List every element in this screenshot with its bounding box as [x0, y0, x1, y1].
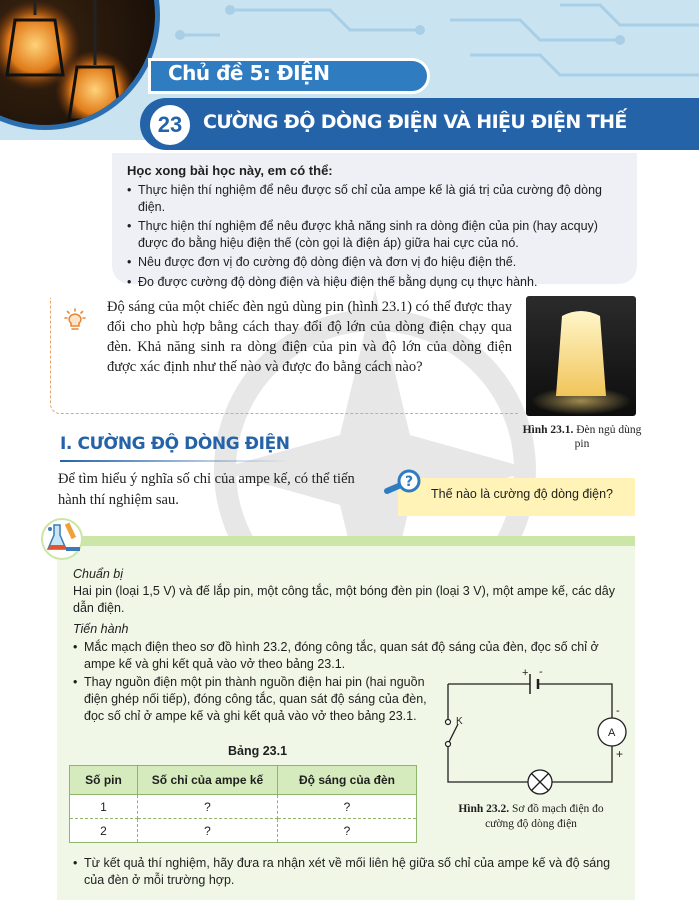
objective-item: • Thực hiện thí nghiệm để nêu được khả năng sinh ra dòng điện của pin (hay acquy) được đo bằng hiệu điện thế (còn gọi là điện áp) giữa hai cực của nó. [127, 218, 623, 251]
battery-plus-label: + [522, 667, 529, 679]
figure-label: Hình 23.2. [458, 803, 510, 815]
table-row [70, 795, 417, 819]
question-text: Thế nào là cường độ dòng điện? [431, 487, 613, 501]
objective-item: • Đo được cường độ dòng điện và hiệu điện thế bằng dụng cụ thực hành. [127, 274, 623, 291]
switch-lever [448, 724, 458, 744]
preparation-text: Hai pin (loại 1,5 V) và đế lắp pin, một công tắc, một bóng đèn pin (loại 3 V), một ampe kế, các dây dẫn điện. [73, 584, 615, 615]
lesson-number-badge: 23 [150, 105, 190, 145]
ammeter-minus-label: - [616, 705, 620, 717]
section-intro-text: Để tìm hiểu ý nghĩa số chỉ của ampe kế, có thể tiến hành thí nghiệm sau. [58, 471, 355, 508]
section-underline [60, 460, 290, 462]
switch-label: K [456, 716, 463, 727]
question-magnifier-icon [383, 469, 423, 499]
table-cell: ? [278, 819, 417, 843]
table-header-cell: Độ sáng của đèn [278, 766, 417, 795]
table-cell: 1 [70, 795, 138, 819]
ammeter-plus-label: + [616, 747, 624, 761]
figure-caption-text: Sơ đồ mạch điện đo cường độ dòng điện [485, 803, 604, 830]
table-cell: 2 [70, 819, 138, 843]
table-row [70, 819, 417, 843]
wire-bottom-left [448, 744, 528, 782]
circuit-diagram [430, 664, 630, 796]
figure-label: Hình 23.1. [522, 424, 574, 436]
switch-contact [446, 742, 451, 747]
lightbulb-idea-icon [62, 308, 88, 334]
learning-objectives-box [112, 153, 637, 289]
objective-item: • Nêu được đơn vị đo cường độ dòng điện và đơn vị đo hiệu điện thế. [127, 254, 623, 271]
table-cell: ? [138, 795, 278, 819]
table-header-cell: Số chỉ của ampe kế [138, 766, 278, 795]
objectives-list [127, 182, 623, 290]
lamp-icon [526, 296, 636, 416]
switch-contact [446, 720, 451, 725]
ammeter-label: A [608, 727, 616, 739]
table-cell: ? [138, 819, 278, 843]
table-title: Bảng 23.1 [228, 744, 288, 758]
objectives-heading: Học xong bài học này, em có thể: [127, 163, 333, 178]
procedure-step: • Từ kết quả thí nghiệm, hãy đưa ra nhận xét về mối liên hệ giữa số chỉ của ampe kế và độ sáng của đèn ở mỗi trường hợp. [73, 855, 629, 889]
svg-text:?: ? [404, 474, 414, 490]
intro-paragraph: Độ sáng của một chiếc đèn ngủ dùng pin (hình 23.1) có thể được thay đổi cho phù hợp bằng cách thay đổi độ lớn của dòng điện chạy qua đèn. Khả năng sinh ra dòng điện của pin và độ lớn của dòng điện được xác định như thế nào và được đo bằng cách nào? [107, 299, 512, 375]
lab-flask-microscope-icon [40, 515, 92, 561]
wire-top-right [538, 684, 612, 718]
figure-23-1-caption [522, 423, 642, 451]
figure-23-2-caption [446, 802, 616, 832]
wire-right-bottom [552, 746, 612, 782]
night-lamp-photo [526, 296, 636, 416]
section-title: I. CƯỜNG ĐỘ DÒNG ĐIỆN [60, 434, 290, 454]
table-cell: ? [278, 795, 417, 819]
procedure-heading: Tiến hành [73, 622, 129, 636]
table-header-cell: Số pin [70, 766, 138, 795]
figure-caption-text: Đèn ngủ dùng pin [574, 424, 642, 450]
activity-header-strip [57, 536, 635, 546]
procedure-step: • Mắc mạch điện theo sơ đồ hình 23.2, đóng công tắc, quan sát độ sáng của đèn, đọc số chỉ ở ampe kế và ghi kết quả vào vở theo bảng 23.1. [73, 639, 629, 673]
table-header-row [70, 766, 417, 795]
preparation-heading: Chuẩn bị [73, 567, 124, 581]
topic-title: Chủ đề 5: ĐIỆN [168, 61, 330, 85]
procedure-step: • Thay nguồn điện một pin thành nguồn điện hai pin (hai nguồn điện ghép nối tiếp), đóng công tắc, quan sát độ sáng của đèn, đọc số chỉ ở ampe kế và ghi kết quả vào vở theo bảng 23.1. [73, 674, 433, 725]
objective-item: • Thực hiện thí nghiệm để nêu được số chỉ của ampe kế là giá trị của cường độ dòng điện. [127, 182, 623, 215]
results-table [69, 765, 417, 843]
battery-minus-label: - [539, 666, 543, 678]
lesson-title: CƯỜNG ĐỘ DÒNG ĐIỆN VÀ HIỆU ĐIỆN THẾ [203, 111, 627, 133]
